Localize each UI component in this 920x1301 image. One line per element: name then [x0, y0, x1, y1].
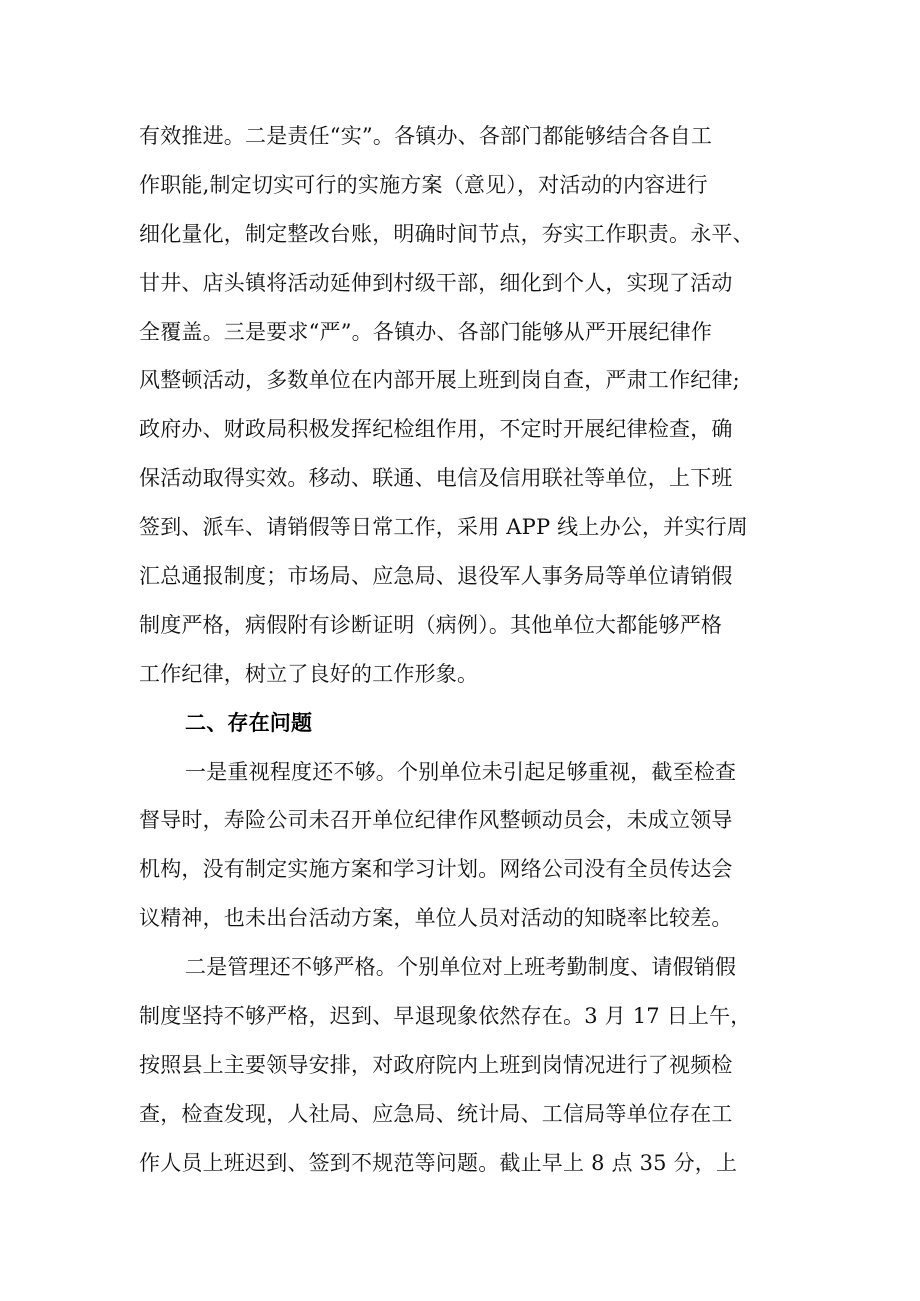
body-line: 工作纪律，树立了良好的工作形象。 — [139, 661, 479, 686]
section-heading: 二、存在问题 — [185, 710, 313, 735]
body-line: 政府办、财政局积极发挥纪检组作用，不定时开展纪律检查，确 — [139, 417, 733, 442]
body-line: 有效推进。二是责任“实”。各镇办、各部门都能够结合各自工 — [139, 124, 713, 148]
body-line: 议精神，也未出台活动方案，单位人员对活动的知晓率比较差。 — [139, 906, 733, 931]
body-line: 查，检查发现，人社局、应急局、统计局、工信局等单位存在工 — [139, 1101, 733, 1126]
body-line: 保活动取得实效。移动、联通、电信及信用联社等单位，上下班 — [139, 466, 733, 491]
body-line: 作职能,制定切实可行的实施方案（意见），对活动的内容进行 — [139, 172, 708, 197]
document-body — [139, 112, 819, 1188]
paragraph-first-line: 二是管理还不够严格。个别单位对上班考勤制度、请假销假 — [185, 955, 737, 980]
body-line: 全覆盖。三是要求“严”。各镇办、各部门能够从严开展纪律作 — [139, 319, 713, 344]
body-line: 作人员上班迟到、签到不规范等问题。截止早上 8 点 35 分，上 — [139, 1150, 738, 1175]
body-line: 汇总通报制度；市场局、应急局、退役军人事务局等单位请销假 — [139, 564, 733, 589]
body-line: 制度坚持不够严格，迟到、早退现象依然存在。3 月 17 日上午， — [139, 1004, 752, 1029]
body-line: 风整顿活动，多数单位在内部开展上班到岗自查，严肃工作纪律; — [139, 368, 740, 393]
body-line: 按照县上主要领导安排，对政府院内上班到岗情况进行了视频检 — [139, 1052, 733, 1077]
paragraph-first-line: 一是重视程度还不够。个别单位未引起足够重视，截至检查 — [185, 759, 737, 784]
body-line: 甘井、店头镇将活动延伸到村级干部，细化到个人，实现了活动 — [139, 270, 733, 295]
body-line: 督导时，寿险公司未召开单位纪律作风整顿动员会，未成立领导 — [139, 808, 733, 833]
body-line: 细化量化，制定整改台账，明确时间节点，夯实工作职责。永平、 — [139, 221, 754, 246]
body-line: 机构，没有制定实施方案和学习计划。网络公司没有全员传达会 — [139, 857, 733, 882]
body-line: 制度严格，病假附有诊断证明（病例）。其他单位大都能够严格 — [139, 612, 723, 637]
body-line: 签到、派车、请销假等日常工作，采用 APP 线上办公，并实行周 — [139, 515, 748, 540]
